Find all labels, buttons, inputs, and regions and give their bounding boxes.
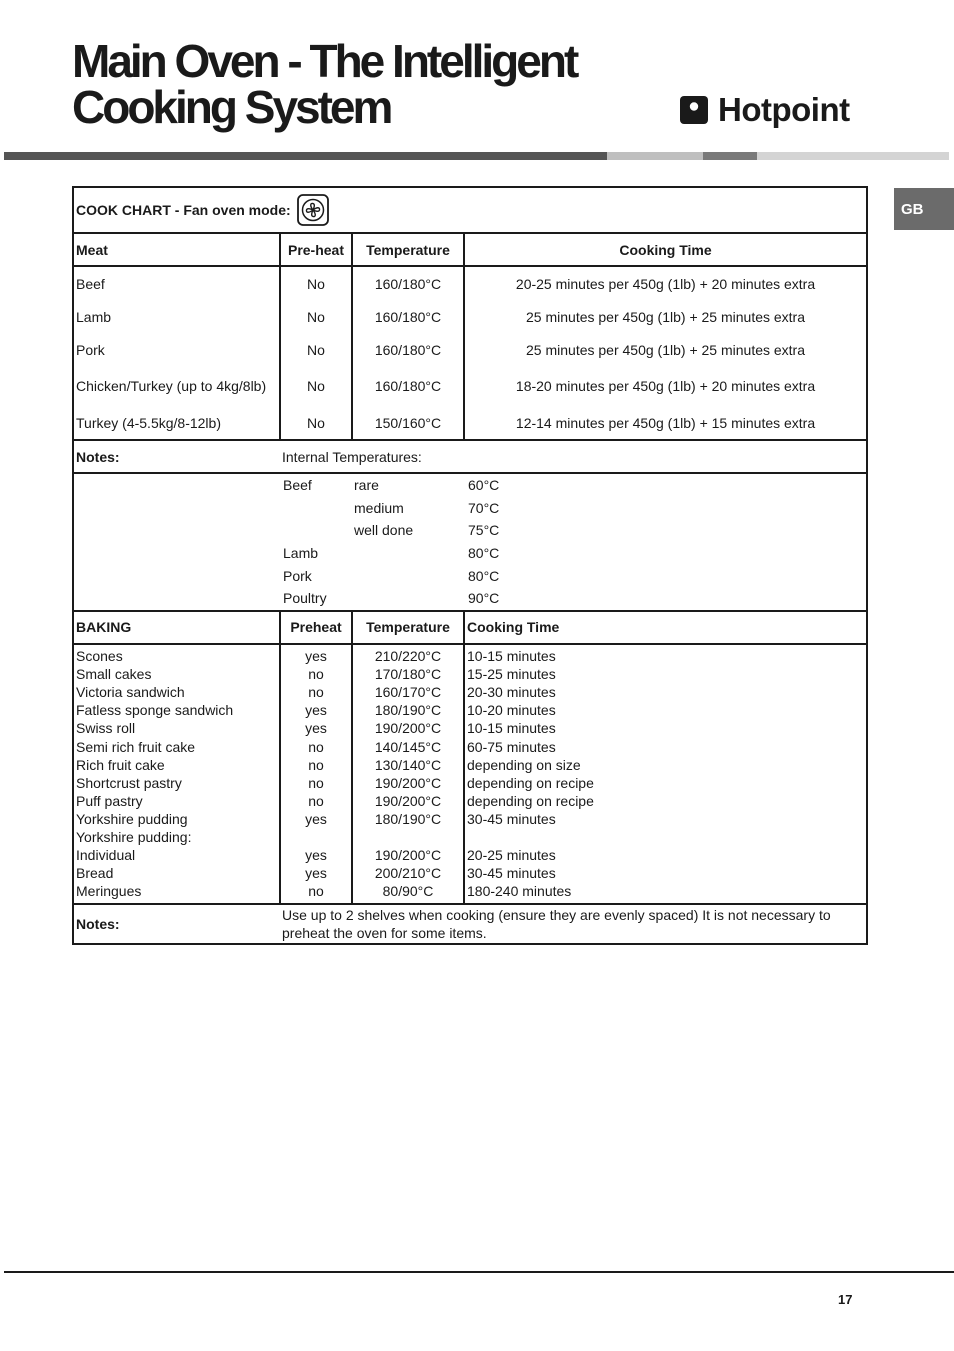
chart-caption: COOK CHART - Fan oven mode: — [76, 202, 291, 218]
meat-type: Pork — [283, 567, 312, 584]
list-item — [282, 564, 864, 587]
baking-temperature: 80/90°C — [352, 883, 464, 904]
baking-cooking-time: depending on size — [467, 756, 581, 773]
baking-cooking-time — [464, 829, 867, 847]
baking-temperature: 180/190°C — [352, 810, 464, 828]
table-row — [73, 738, 867, 756]
table-row — [73, 792, 867, 810]
fan-oven-icon — [297, 194, 329, 226]
column-header: Cooking Time — [464, 611, 867, 644]
list-item — [282, 587, 864, 610]
language-tab — [894, 188, 954, 230]
baking-cooking-time: 15-25 minutes — [467, 666, 556, 683]
baking-cooking-time: 20-30 minutes — [467, 684, 556, 701]
baking-item: Small cakes — [73, 666, 280, 684]
baking-preheat — [280, 829, 352, 847]
meat-item: Chicken/Turkey (up to 4kg/8lb) — [73, 366, 280, 406]
column-header: Temperature — [352, 233, 464, 266]
table-row — [73, 702, 867, 720]
doneness: well done — [354, 522, 414, 539]
baking-preheat: yes — [280, 865, 352, 883]
baking-temperature: 140/145°C — [352, 738, 464, 756]
baking-temperature: 190/200°C — [352, 792, 464, 810]
meat-notes-row — [73, 440, 867, 473]
doneness: medium — [354, 499, 404, 516]
baking-notes-row — [73, 904, 867, 944]
table-row — [73, 865, 867, 883]
baking-item: Yorkshire pudding: — [73, 829, 280, 847]
meat-preheat: No — [280, 406, 352, 440]
page-title-line1: Main Oven - The Intelligent — [72, 35, 577, 87]
baking-temperature: 190/200°C — [352, 720, 464, 738]
meat-temperature: 160/180°C — [352, 366, 464, 406]
page-title-line2: Cooking System — [72, 81, 391, 133]
baking-item: Yorkshire pudding — [73, 810, 280, 828]
baking-temperature: 190/200°C — [352, 847, 464, 865]
baking-item: Swiss roll — [73, 720, 280, 738]
baking-item: Puff pastry — [73, 792, 280, 810]
baking-preheat: no — [280, 792, 352, 810]
baking-preheat: no — [280, 684, 352, 702]
language-tab-label: GB — [901, 200, 924, 218]
baking-cooking-time: 10-15 minutes — [467, 648, 556, 665]
baking-item: Fatless sponge sandwich — [73, 702, 280, 720]
internal-temperature: 60°C — [468, 477, 500, 494]
table-row — [73, 366, 867, 406]
baking-temperature: 170/180°C — [352, 666, 464, 684]
meat-cooking-time: 12-14 minutes per 450g (1lb) + 15 minutes extra — [464, 406, 867, 440]
baking-preheat: yes — [280, 720, 352, 738]
internal-temperature: 75°C — [468, 522, 500, 539]
meat-header-row — [73, 233, 867, 266]
list-item — [282, 474, 864, 497]
baking-preheat: no — [280, 756, 352, 774]
table-row — [73, 720, 867, 738]
page-number: 17 — [838, 1292, 853, 1307]
brand-logo — [680, 92, 850, 128]
column-header: BAKING — [73, 611, 280, 644]
meat-item: Beef — [73, 266, 280, 300]
header-stripe-pale — [757, 152, 949, 160]
header-stripe-dark — [4, 152, 607, 160]
baking-preheat: no — [280, 738, 352, 756]
column-header: Temperature — [352, 611, 464, 644]
meat-temperature: 160/180°C — [352, 300, 464, 333]
column-header: Pre-heat — [280, 233, 352, 266]
baking-cooking-time: 10-15 minutes — [467, 720, 556, 737]
internal-temperature: 70°C — [468, 499, 500, 516]
baking-item: Rich fruit cake — [73, 756, 280, 774]
internal-temperature: 80°C — [468, 545, 500, 562]
doneness: rare — [354, 477, 379, 494]
brand-name: Hotpoint — [718, 91, 850, 128]
meat-preheat: No — [280, 266, 352, 300]
baking-header-row — [73, 611, 867, 644]
column-header: Cooking Time — [464, 233, 867, 266]
baking-temperature: 190/200°C — [352, 774, 464, 792]
baking-preheat: yes — [280, 702, 352, 720]
list-item — [282, 542, 864, 565]
meat-cooking-time: 20-25 minutes per 450g (1lb) + 20 minutes extra — [515, 275, 816, 292]
baking-temperature: 200/210°C — [352, 865, 464, 883]
baking-preheat: yes — [280, 644, 352, 666]
table-row — [73, 406, 867, 440]
meat-cooking-time: 18-20 minutes per 450g (1lb) + 20 minutes extra — [515, 378, 816, 394]
baking-cooking-time: 10-20 minutes — [467, 702, 556, 719]
list-item — [282, 497, 864, 520]
empty-cell — [73, 473, 280, 611]
internal-temperatures-heading: Internal Temperatures: — [280, 440, 867, 473]
table-row — [73, 684, 867, 702]
internal-temperatures-row — [73, 473, 867, 611]
meat-temperature: 160/180°C — [352, 266, 464, 300]
table-row — [73, 666, 867, 684]
meat-temperature: 150/160°C — [352, 406, 464, 440]
baking-preheat: no — [280, 666, 352, 684]
baking-cooking-time: 60-75 minutes — [467, 738, 556, 755]
table-row — [73, 300, 867, 333]
table-row — [73, 810, 867, 828]
meat-item: Pork — [73, 333, 280, 366]
cook-chart-table — [72, 186, 868, 945]
column-header: Meat — [73, 233, 280, 266]
baking-cooking-time: 30-45 minutes — [467, 810, 556, 827]
meat-preheat: No — [280, 300, 352, 333]
baking-temperature: 180/190°C — [352, 702, 464, 720]
baking-preheat: no — [280, 774, 352, 792]
table-row — [73, 333, 867, 366]
meat-type: Lamb — [283, 545, 319, 562]
baking-item: Bread — [73, 865, 280, 883]
meat-preheat: No — [280, 333, 352, 366]
baking-cooking-time: 180-240 minutes — [464, 883, 867, 904]
internal-temperatures-list — [280, 473, 867, 611]
baking-item: Shortcrust pastry — [73, 774, 280, 792]
meat-type: Beef — [283, 477, 312, 494]
table-row — [73, 644, 867, 666]
meat-temperature: 160/180°C — [352, 333, 464, 366]
baking-preheat: no — [280, 883, 352, 904]
baking-temperature — [352, 829, 464, 847]
baking-item: Meringues — [73, 883, 280, 904]
meat-item: Lamb — [73, 300, 280, 333]
baking-temperature: 210/220°C — [352, 644, 464, 666]
notes-label: Notes: — [76, 915, 120, 932]
baking-preheat: yes — [280, 810, 352, 828]
notes-label: Notes: — [73, 440, 280, 473]
meat-preheat: No — [280, 366, 352, 406]
chart-caption-row — [73, 187, 867, 233]
table-row — [73, 883, 867, 904]
baking-notes-text: Use up to 2 shelves when cooking (ensure they are evenly spaced) It is not necessary to preheat the oven for some items. — [282, 906, 831, 941]
table-row — [73, 266, 867, 300]
internal-temperature: 80°C — [468, 567, 500, 584]
baking-temperature: 160/170°C — [352, 684, 464, 702]
meat-type: Poultry — [283, 590, 327, 607]
table-row — [73, 829, 867, 847]
page-title — [72, 35, 577, 133]
column-header: Preheat — [280, 611, 352, 644]
header-stripe-light — [607, 152, 703, 160]
meat-cooking-time: 25 minutes per 450g (1lb) + 25 minutes extra — [526, 341, 806, 358]
header-stripe-mid — [703, 152, 757, 160]
internal-temperature: 90°C — [468, 590, 500, 607]
meat-cooking-time: 25 minutes per 450g (1lb) + 25 minutes extra — [526, 308, 806, 325]
baking-temperature: 130/140°C — [352, 756, 464, 774]
baking-preheat: yes — [280, 847, 352, 865]
table-row — [73, 774, 867, 792]
baking-item: Individual — [73, 847, 280, 865]
table-row — [73, 847, 867, 865]
baking-cooking-time: 30-45 minutes — [467, 865, 556, 882]
footer-divider — [4, 1271, 954, 1273]
hotpoint-logo-icon — [680, 96, 708, 124]
table-row — [73, 756, 867, 774]
baking-item: Semi rich fruit cake — [73, 738, 280, 756]
baking-cooking-time: depending on recipe — [467, 792, 594, 809]
baking-item: Scones — [73, 644, 280, 666]
baking-cooking-time: depending on recipe — [467, 774, 594, 791]
baking-cooking-time: 20-25 minutes — [467, 847, 556, 864]
meat-item: Turkey (4-5.5kg/8-12lb) — [73, 406, 280, 440]
list-item — [282, 519, 864, 542]
baking-item: Victoria sandwich — [73, 684, 280, 702]
